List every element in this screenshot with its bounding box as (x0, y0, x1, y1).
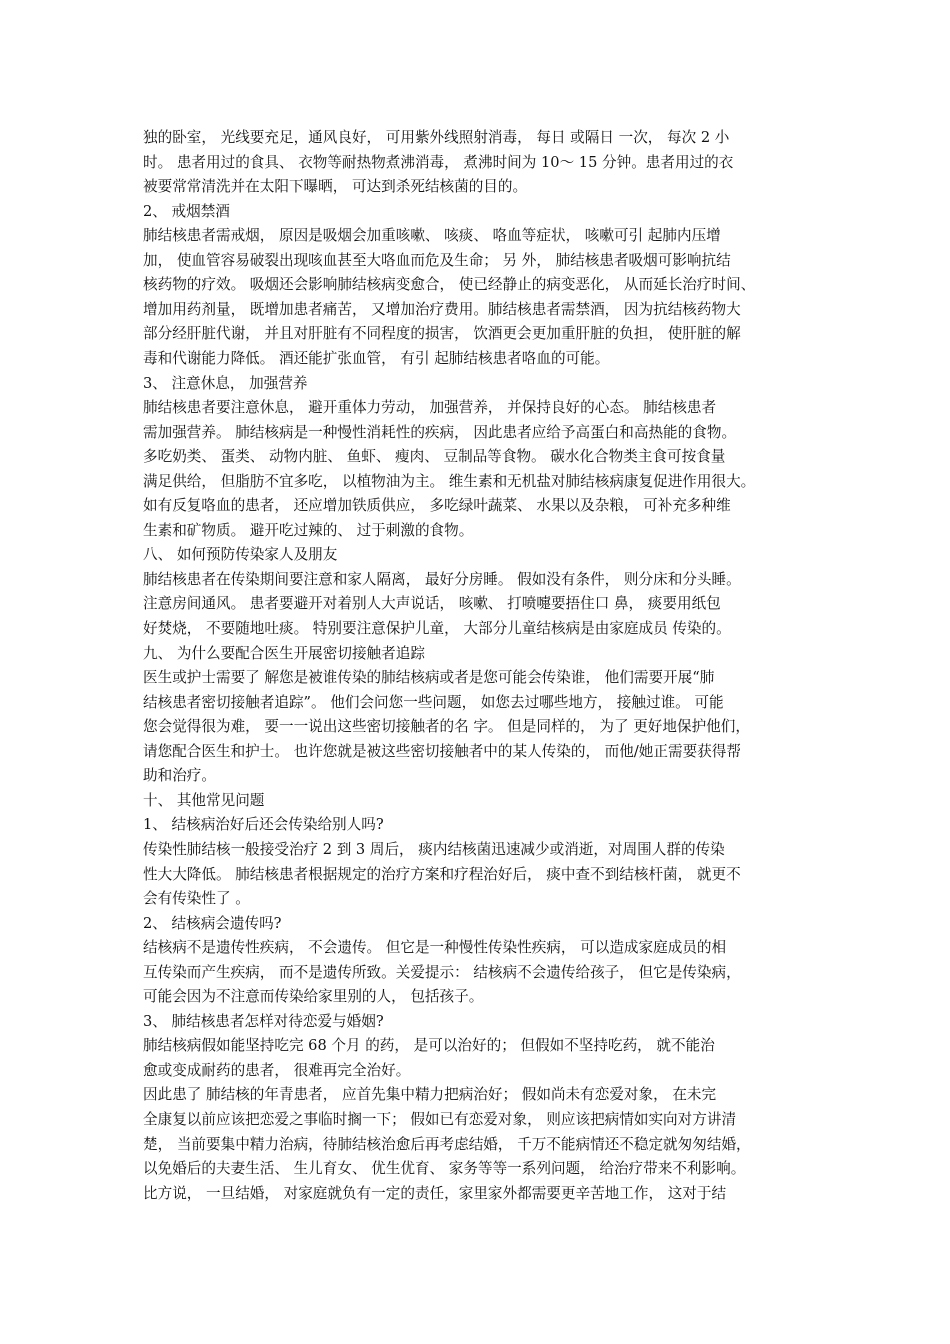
text-line: 可能会因为不注意而传染给家里别的人， 包括孩子。 (143, 988, 484, 1006)
text-line: 2、 结核病会遗传吗? (143, 914, 282, 932)
text-line: 3、 注意休息， 加强营养 (143, 374, 308, 392)
text-line: 全康复以前应该把恋爱之事临时搁一下； 假如已有恋爱对象， 则应该把病情如实向对方讲清 (143, 1111, 737, 1128)
text-line: 以免婚后的夫妻生活、 生儿育女、 优生优育、 家务等等一系列问题， 给治疗带来不利影响。 (143, 1160, 746, 1178)
text-line: 愈或变成耐药的患者， 很难再完全治好。 (143, 1061, 411, 1079)
text-line: 肺结核病假如能坚持吃完 68 个月 的药， 是可以治好的； 但假如不坚持吃药， 就不能治 (143, 1037, 715, 1055)
text-line: 被要常常清洗并在太阳下曝晒， 可达到杀死结核菌的目的。 (143, 178, 528, 196)
text-line: 性大大降低。 肺结核患者根据规定的治疗方案和疗程治好后， 痰中查不到结核杆菌， 就更不 (143, 865, 741, 883)
text-line: 加， 使血管容易破裂出现咳血甚至大咯血而危及生命； 另 外， 肺结核患者吸烟可影响抗结 (143, 251, 731, 269)
text-line: 因此患了 肺结核的年青患者， 应首先集中精力把病治好； 假如尚未有恋爱对象， 在未完 (143, 1086, 717, 1104)
text-line: 3、 肺结核患者怎样对待恋爱与婚姻? (143, 1012, 384, 1030)
text-line: 增加用药剂量， 既增加患者痛苦， 又增加治疗费用。肺结核患者需禁酒， 因为抗结核药物大 (143, 300, 741, 318)
text-line: 助和治疗。 (143, 767, 216, 785)
text-line: 满足供给， 但脂肪不宜多吃， 以植物油为主。 维生素和无机盐对肺结核病康复促进作用很大。 (143, 472, 756, 490)
text-line: 九、 为什么要配合医生开展密切接触者追踪 (143, 644, 425, 662)
text-line: 毒和代谢能力降低。 酒还能扩张血管， 有引 起肺结核患者咯血的可能。 (143, 349, 610, 367)
text-line: 2、 戒烟禁酒 (143, 202, 230, 220)
text-line: 结核患者密切接触者追踪”。 他们会问您一些问题， 如您去过哪些地方， 接触过谁。 可能 (143, 693, 724, 711)
text-line: 多吃奶类、 蛋类、 动物内脏、 鱼虾、 瘦肉、 豆制品等食物。 碳水化合物类主食可按食量 (143, 448, 726, 466)
text-line: 医生或护士需要了 解您是被谁传染的肺结核病或者是您可能会传染谁， 他们需要开展“肺 (143, 669, 715, 687)
text-line: 部分经肝脏代谢， 并且对肝脏有不同程度的损害， 饮酒更会更加重肝脏的负担， 使肝脏的解 (143, 325, 741, 343)
text-line: 十、 其他常见问题 (143, 791, 265, 809)
text-line: 楚， 当前要集中精力治病，待肺结核治愈后再考虑结婚， 千万不能病情还不稳定就匆匆结婚， (143, 1135, 751, 1153)
text-line: 核药物的疗效。 吸烟还会影响肺结核病变愈合， 使已经静止的病变恶化， 从而延长治疗时间、 (143, 276, 756, 294)
text-line: 您会觉得很为难， 要一一说出这些密切接触者的名 字。 但是同样的， 为了 更好地保护他们， (143, 718, 750, 736)
text-line: 会有传染性了 。 (143, 890, 250, 908)
text-line: 独的卧室， 光线要充足，通风良好， 可用紫外线照射消毒， 每日 或隔日 一次， 每次 2 小 (143, 129, 730, 146)
text-line: 好焚烧， 不要随地吐痰。 特别要注意保护儿童， 大部分儿童结核病是由家庭成员 传染的。 (143, 620, 731, 637)
text-line: 注意房间通风。 患者要避开对着别人大声说话， 咳嗽、 打喷嚏要捂住口 鼻， 痰要用纸包 (143, 595, 721, 613)
text-line: 肺结核患者要注意休息， 避开重体力劳动， 加强营养， 并保持良好的心态。 肺结核患者 (143, 399, 717, 417)
text-line: 请您配合医生和护士。 也许您就是被这些密切接触者中的某人传染的， 而他/她正需要获得帮 (143, 742, 741, 760)
text-line: 肺结核患者需戒烟， 原因是吸烟会加重咳嗽、 咳痰、 咯血等症状， 咳嗽可引 起肺内压增 (143, 227, 721, 245)
text-line: 结核病不是遗传性疾病， 不会遗传。 但它是一种慢性传染性疾病， 可以造成家庭成员的相 (143, 939, 727, 957)
text-line: 传染性肺结核一般接受治疗 2 到 3 周后， 痰内结核菌迅速减少或消逝，对周围人群的传染 (143, 840, 725, 858)
text-line: 如有反复咯血的患者， 还应增加铁质供应， 多吃绿叶蔬菜、 水果以及杂粮， 可补充多种维 (143, 497, 731, 515)
text-line: 时。 患者用过的食具、 衣物等耐热物煮沸消毒， 煮沸时间为 10～ 15 分钟。患者用过的衣 (143, 153, 734, 171)
text-line: 生素和矿物质。 避开吃过辣的、 过于刺激的食物。 (143, 521, 474, 539)
text-line: 互传染而产生疾病， 而不是遗传所致。关爱提示： 结核病不会遗传给孩子， 但它是传染病， (143, 963, 741, 981)
text-line: 八、 如何预防传染家人及朋友 (143, 546, 338, 564)
text-line: 肺结核患者在传染期间要注意和家人隔离， 最好分房睡。 假如没有条件， 则分床和分头睡。 (143, 570, 741, 588)
text-line: 需加强营养。 肺结核病是一种慢性消耗性的疾病， 因此患者应给予高蛋白和高热能的食物。 (143, 423, 737, 441)
text-line: 1、 结核病治好后还会传染给别人吗? (143, 816, 384, 834)
text-line: 比方说， 一旦结婚， 对家庭就负有一定的责任，家里家外都需要更辛苦地工作， 这对于结 (143, 1184, 727, 1202)
